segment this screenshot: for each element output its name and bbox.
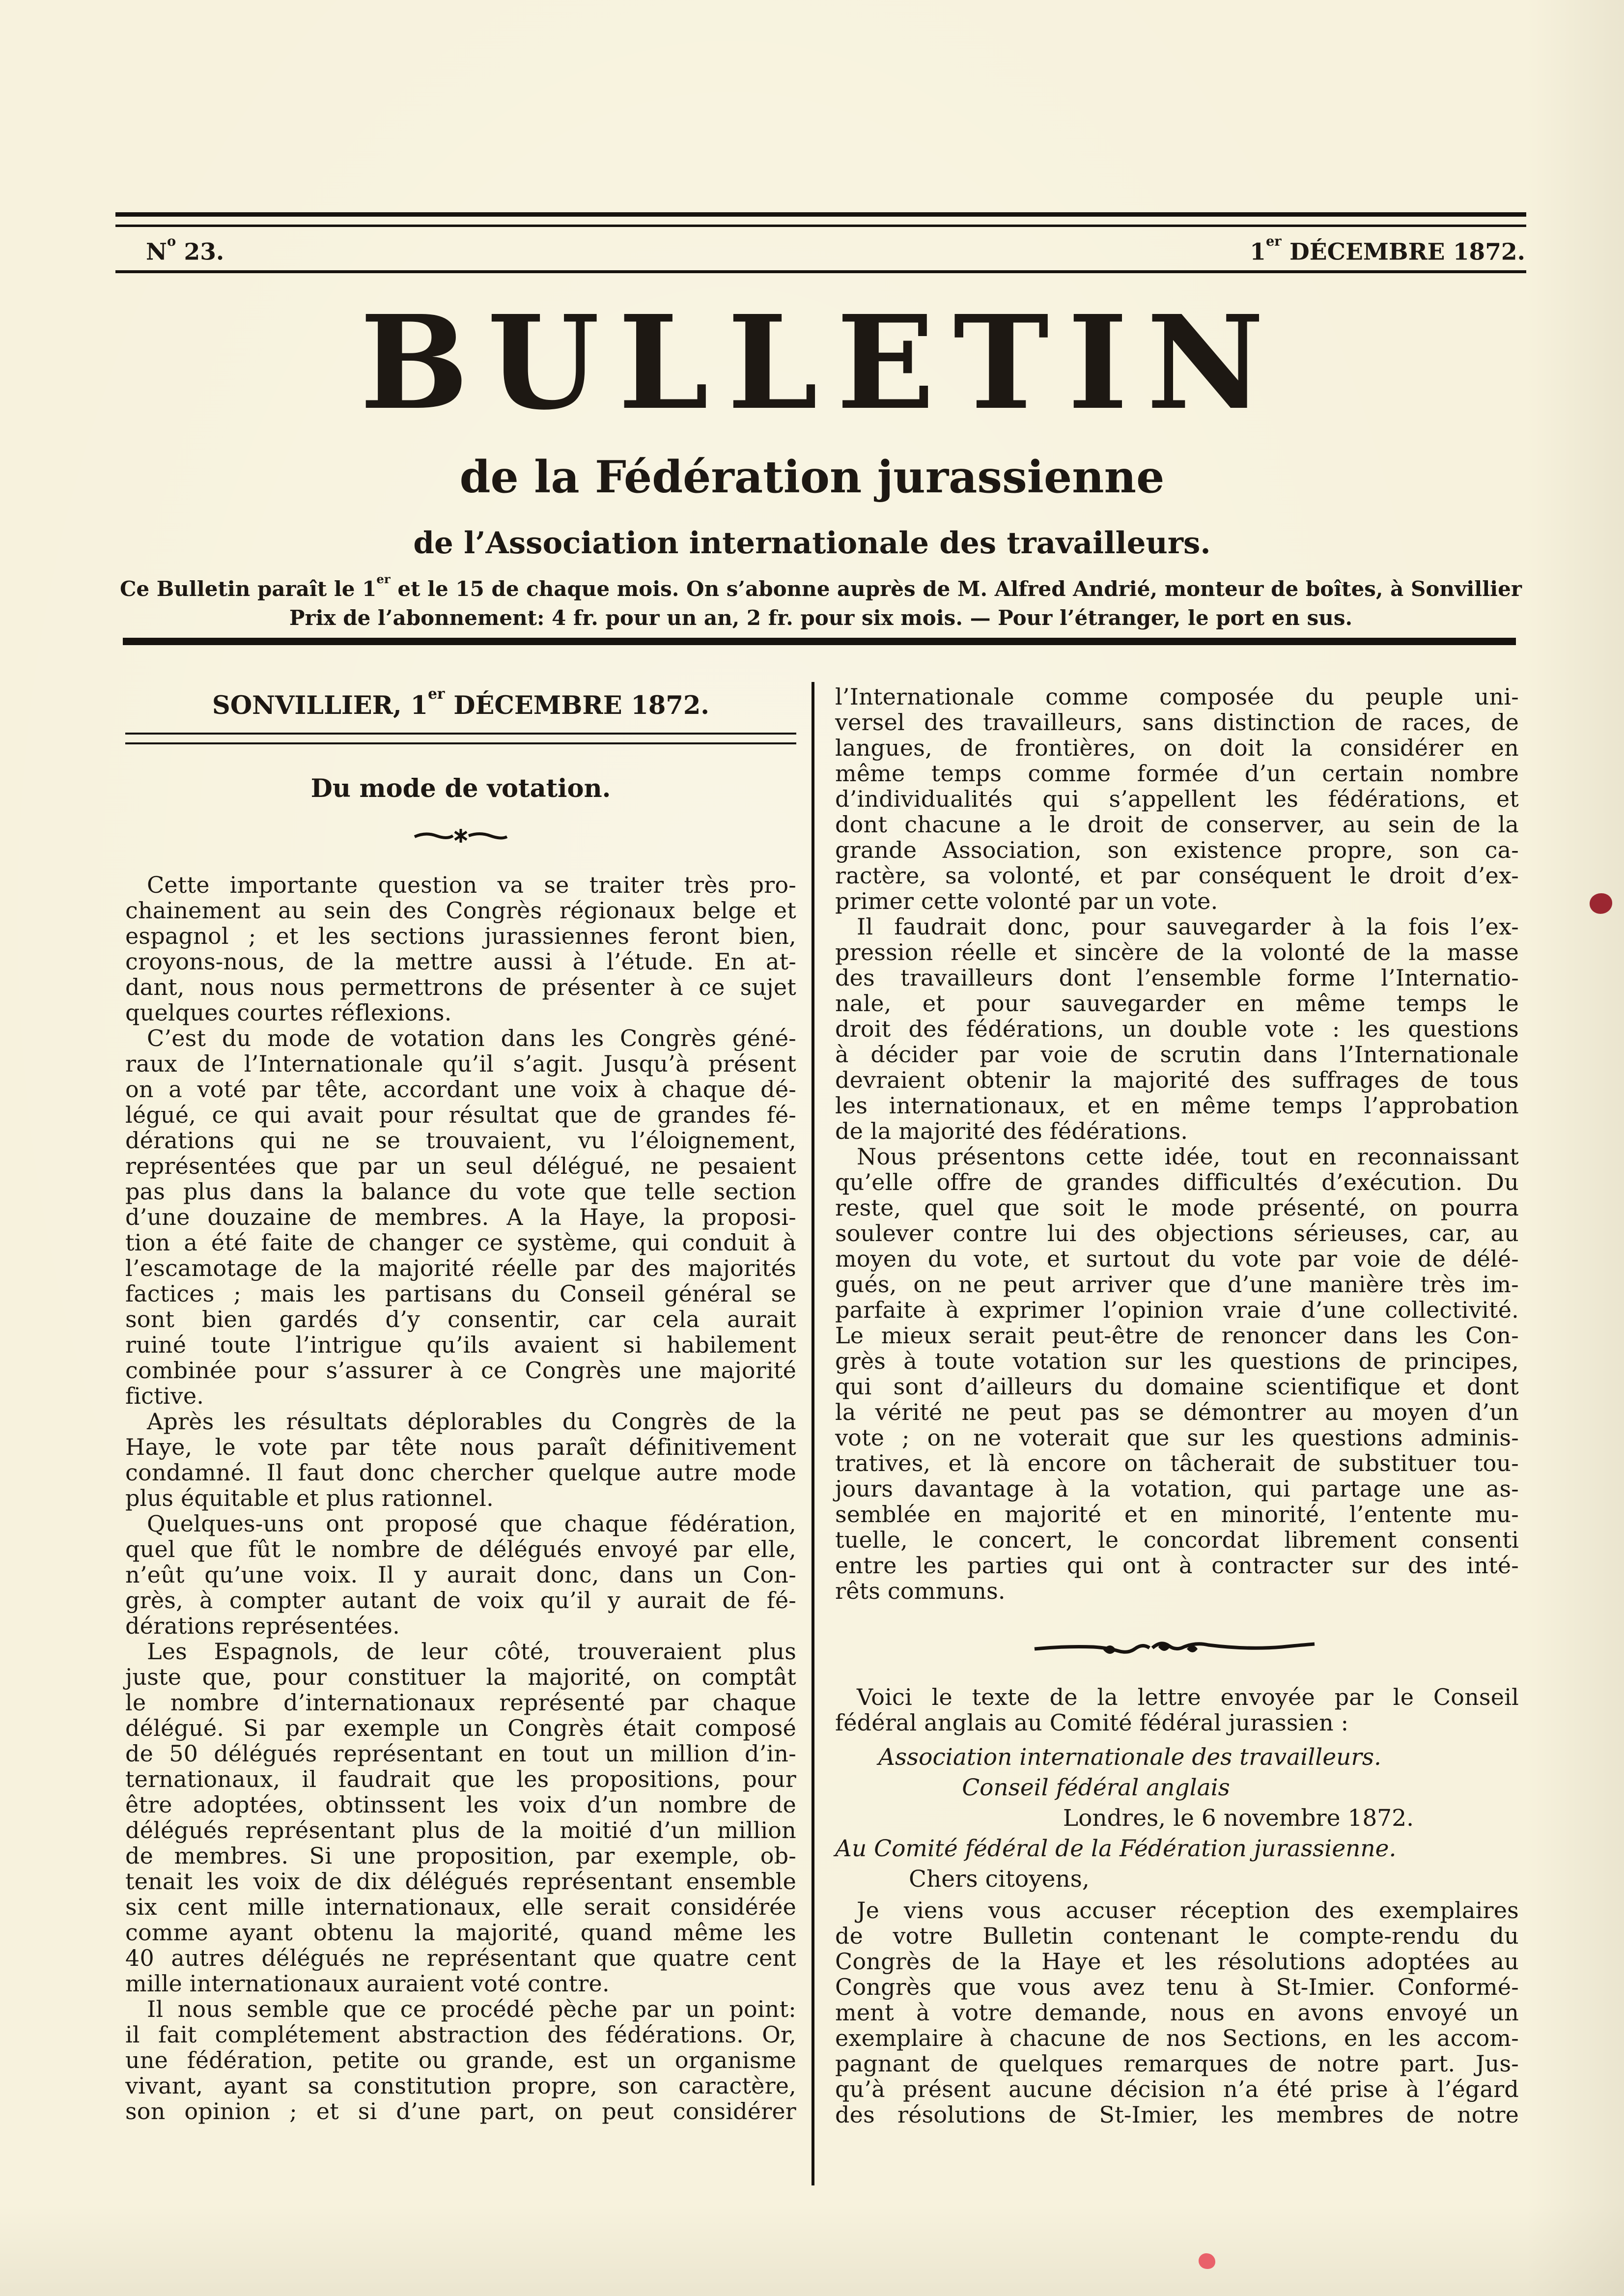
body-line: ternationaux, il faudrait que les propositions, pour	[125, 1766, 796, 1792]
body-line: même temps comme formée d’un certain nombre	[835, 760, 1519, 787]
right-column	[835, 672, 1519, 2127]
body-line: six cent mille internationaux, elle serait considérée	[125, 1894, 796, 1920]
body-line: semblée en majorité et en minorité, l’entente mu-	[835, 1501, 1519, 1528]
body-line: grès, à compter autant de voix qu’il y aurait de fé-	[125, 1587, 796, 1614]
body-line: ractère, sa volonté, et par conséquent le droit d’ex-	[835, 862, 1519, 889]
body-line: la vérité ne peut pas se démontrer au moyen d’un	[835, 1399, 1519, 1425]
letter-organization: Association internationale des travailleurs.	[878, 1744, 1381, 1771]
body-line: factices ; mais les partisans du Conseil général se	[125, 1280, 796, 1307]
masthead-title: BULLETIN	[360, 287, 1283, 438]
header-bottom-rule	[115, 270, 1526, 273]
body-line: Il faudrait donc, pour sauvegarder à la fois l’ex-	[857, 913, 1519, 940]
body-line: jours davantage à la votation, qui partage une as-	[835, 1475, 1519, 1502]
body-line: Quelques-uns ont proposé que chaque fédération,	[147, 1510, 796, 1537]
body-line: dant, nous nous permettrons de présenter à ce sujet	[125, 974, 796, 1000]
body-line: ruiné toute l’intrigue qu’ils avaient si habilement	[125, 1332, 796, 1358]
body-line: de 50 délégués représentant en tout un million d’in-	[125, 1740, 796, 1767]
body-line: pas plus dans la balance du vote que telle section	[125, 1178, 796, 1205]
right-column-body	[835, 684, 1519, 1604]
letter-heading-block	[835, 1742, 1519, 1895]
body-line: fédéral anglais au Comité fédéral jurassien :	[835, 1709, 1349, 1736]
body-line: vote ; on ne voterait que sur les questions adminis-	[835, 1424, 1519, 1451]
red-ink-spot-bottom	[1199, 2253, 1215, 2269]
paragraph	[125, 1511, 796, 1639]
body-line: d’une douzaine de membres. A la Haye, la proposi-	[125, 1204, 796, 1230]
letter-salutation: Chers citoyens,	[909, 1866, 1090, 1893]
body-line: quel que fût le nombre de délégués envoyé par elle,	[125, 1536, 796, 1562]
masthead-subtitle: de la Fédération jurassienne	[459, 451, 1165, 503]
body-line: vivant, ayant sa constitution propre, son caractère,	[125, 2072, 796, 2099]
paragraph	[835, 1144, 1519, 1604]
body-line: versel des travailleurs, sans distinction de races, de	[835, 709, 1519, 736]
left-column-body	[125, 872, 796, 2124]
body-line: fictive.	[125, 1383, 204, 1409]
body-line: être adoptées, obtinssent les voix d’un nombre de	[125, 1791, 796, 1818]
body-line: chainement au sein des Congrès régionaux belge et	[125, 897, 796, 924]
body-line: délégué. Si par exemple un Congrès était composé	[125, 1715, 796, 1741]
body-line: juste que, pour constituer la majorité, on comptât	[125, 1664, 796, 1690]
body-line: primer cette volonté par un vote.	[835, 888, 1218, 914]
letter-sender: Conseil fédéral anglais	[962, 1774, 1230, 1801]
body-line: délégués représentant plus de la moitié d’un million	[125, 1817, 796, 1843]
body-line: le nombre d’internationaux représenté par chaque	[125, 1689, 796, 1716]
left-column	[125, 672, 796, 2124]
body-line: il fait complétement abstraction des fédérations. Or,	[125, 2021, 796, 2048]
masthead-organization: de l’Association internationale des travailleurs.	[413, 526, 1211, 561]
body-line: Il nous semble que ce procédé pèche par un point:	[147, 1996, 796, 2022]
header-top-double-rule	[115, 212, 1526, 227]
body-line: exemplaire à chacune de nos Sections, en les accom-	[835, 2025, 1519, 2051]
small-divider-ornament-icon	[412, 825, 510, 847]
body-line: n’eût qu’une voix. Il y aurait donc, dans un Con-	[125, 1561, 796, 1588]
publication-info-line1: Ce Bulletin paraît le 1er et le 15 de chaque mois. On s’abonne auprès de M. Alfred Andrié, monteur de boîtes, à Sonvillier	[120, 572, 1522, 601]
body-line: grande Association, son existence propre, son ca-	[835, 837, 1519, 863]
body-line: de la majorité des fédérations.	[835, 1118, 1188, 1144]
body-line: raux de l’Internationale qu’il s’agit. Jusqu’à présent	[125, 1050, 796, 1077]
body-line: entre les parties qui ont à contracter sur des inté-	[835, 1552, 1519, 1579]
body-line: on a voté par tête, accordant une voix à chaque dé-	[125, 1076, 796, 1103]
issue-number: $N^o$ 23.	[146, 233, 224, 266]
masthead-thick-rule	[123, 638, 1516, 645]
body-line: Le mieux serait peut-être de renoncer dans les Con-	[835, 1322, 1519, 1349]
paragraph	[125, 1639, 796, 1996]
letter-body	[835, 1898, 1519, 2127]
body-line: Voici le texte de la lettre envoyée par le Conseil	[857, 1684, 1519, 1710]
body-line: nale, et pour sauvegarder en même temps le	[835, 990, 1519, 1017]
body-line: représentées que par un seul délégué, ne pesaient	[125, 1153, 796, 1179]
body-line: l’escamotage de la majorité réelle par des majorités	[125, 1255, 796, 1281]
body-line: croyons-nous, de la mettre aussi à l’étude. En at-	[125, 948, 796, 975]
paragraph	[125, 872, 796, 1025]
body-line: son opinion ; et si d’une part, on peut considérer	[125, 2098, 796, 2125]
body-line: pression réelle et sincère de la volonté de la masse	[835, 939, 1519, 965]
body-line: condamné. Il faut donc chercher quelque autre mode	[125, 1459, 796, 1486]
body-line: Je viens vous accuser réception des exemplaires	[857, 1897, 1519, 1924]
body-line: devraient obtenir la majorité des suffrages de tous	[835, 1067, 1519, 1093]
body-line: dérations représentées.	[125, 1613, 400, 1639]
body-line: Congrès que vous avez tenu à St-Imier. Conformé-	[835, 1974, 1519, 2000]
article-title: Du mode de votation.	[310, 774, 611, 803]
dateline-double-rule	[125, 733, 796, 744]
body-line: les internationaux, et en même temps l’approbation	[835, 1092, 1519, 1119]
body-line: 40 autres délégués ne représentant que quatre cent	[125, 1945, 796, 1971]
paragraph	[125, 1996, 796, 2124]
body-line: comme ayant obtenu la majorité, quand même les	[125, 1919, 796, 1946]
body-line: tuelle, le concert, le concordat librement consenti	[835, 1527, 1519, 1553]
body-line: parfaite à exprimer l’opinion vraie d’une collectivité.	[835, 1297, 1519, 1323]
paragraph	[125, 1409, 796, 1511]
body-line: C’est du mode de votation dans les Congrès géné-	[147, 1025, 796, 1051]
letter-addressee: Au Comité fédéral de la Fédération jurassienne.	[835, 1835, 1397, 1862]
body-line: tion a été faite de changer ce système, qui conduit à	[125, 1229, 796, 1256]
body-line: Congrès de la Haye et les résolutions adoptées au	[835, 1948, 1519, 1975]
paragraph	[835, 1898, 1519, 2127]
body-line: moyen du vote, et surtout du vote par voie de délé-	[835, 1246, 1519, 1272]
edition-date: 1er DÉCEMBRE 1872.	[1250, 233, 1525, 266]
article-columns	[0, 672, 1624, 2235]
body-line: ment à votre demande, nous en avons envoyé un	[835, 1999, 1519, 2026]
body-line: Après les résultats déplorables du Congrès de la	[147, 1408, 796, 1435]
body-line: soulever contre lui des objections sérieuses, car, au	[835, 1220, 1519, 1247]
body-line: des résolutions de St-Imier, les membres de notre	[835, 2101, 1519, 2128]
paragraph	[835, 914, 1519, 1144]
body-line: gués, on ne peut arriver que d’une manière très im-	[835, 1271, 1519, 1298]
body-line: l’Internationale comme composée du peuple uni-	[835, 683, 1519, 710]
letter-place-date: Londres, le 6 novembre 1872.	[1063, 1805, 1414, 1832]
body-line: de votre Bulletin contenant le compte-rendu du	[835, 1923, 1519, 1949]
body-line: Les Espagnols, de leur côté, trouveraient plus	[147, 1638, 796, 1665]
body-line: espagnol ; et les sections jurassiennes feront bien,	[125, 923, 796, 949]
paragraph	[835, 1684, 1519, 1735]
body-line: sont bien gardés d’y consentir, car cela aurait	[125, 1306, 796, 1332]
letter-intro	[835, 1684, 1519, 1735]
body-line: rêts communs.	[835, 1578, 1006, 1604]
publication-info-line2: Prix de l’abonnement: 4 fr. pour un an, 2 fr. pour six mois. — Pour l’étranger, le port en sus.	[289, 606, 1353, 630]
body-line: une fédération, petite ou grande, est un organisme	[125, 2047, 796, 2073]
body-line: qu’elle offre de grandes difficultés d’exécution. Du	[835, 1169, 1519, 1195]
body-line: Cette importante question va se traiter très pro-	[147, 872, 796, 898]
body-line: combinée pour s’assurer à ce Congrès une majorité	[125, 1357, 796, 1384]
dateline: SONVILLIER, 1er DÉCEMBRE 1872.	[212, 684, 710, 720]
body-line: légué, ce qui avait pour résultat que de grandes fé-	[125, 1102, 796, 1128]
section-divider-ornament-icon	[1030, 1632, 1324, 1662]
body-line: langues, de frontières, on doit la considérer en	[835, 735, 1519, 761]
body-line: tenait les voix de dix délégués représentant ensemble	[125, 1868, 796, 1895]
body-line: grès à toute votation sur les questions de principes,	[835, 1348, 1519, 1374]
body-line: Haye, le vote par tête nous paraît définitivement	[125, 1434, 796, 1460]
body-line: Nous présentons cette idée, tout en reconnaissant	[857, 1143, 1519, 1170]
body-line: qu’à présent aucune décision n’a été prise à l’égard	[835, 2076, 1519, 2102]
body-line: dont chacune a le droit de conserver, au sein de la	[835, 811, 1519, 838]
body-line: tratives, et là encore on tâcherait de substituer tou-	[835, 1450, 1519, 1476]
body-line: à décider par voie de scrutin dans l’Internationale	[835, 1041, 1519, 1068]
body-line: dérations qui ne se trouvaient, vu l’éloignement,	[125, 1127, 796, 1154]
body-line: droit des fédérations, un double vote : les questions	[835, 1016, 1519, 1042]
body-line: des travailleurs dont l’ensemble forme l’Internatio-	[835, 964, 1519, 991]
paragraph	[835, 684, 1519, 914]
body-line: plus équitable et plus rationnel.	[125, 1485, 494, 1511]
header-row	[115, 230, 1526, 264]
body-line: reste, quel que soit le mode présenté, on pourra	[835, 1194, 1519, 1221]
body-line: d’individualités qui s’appellent les fédérations, et	[835, 786, 1519, 812]
body-line: de membres. Si une proposition, par exemple, ob-	[125, 1842, 796, 1869]
paragraph	[125, 1025, 796, 1409]
body-line: qui sont d’ailleurs du domaine scientifique et dont	[835, 1373, 1519, 1400]
body-line: mille internationaux auraient voté contre.	[125, 1970, 610, 1997]
column-divider-rule	[812, 682, 814, 2185]
body-line: pagnant de quelques remarques de notre part. Jus-	[835, 2050, 1519, 2077]
body-line: quelques courtes réflexions.	[125, 999, 452, 1026]
